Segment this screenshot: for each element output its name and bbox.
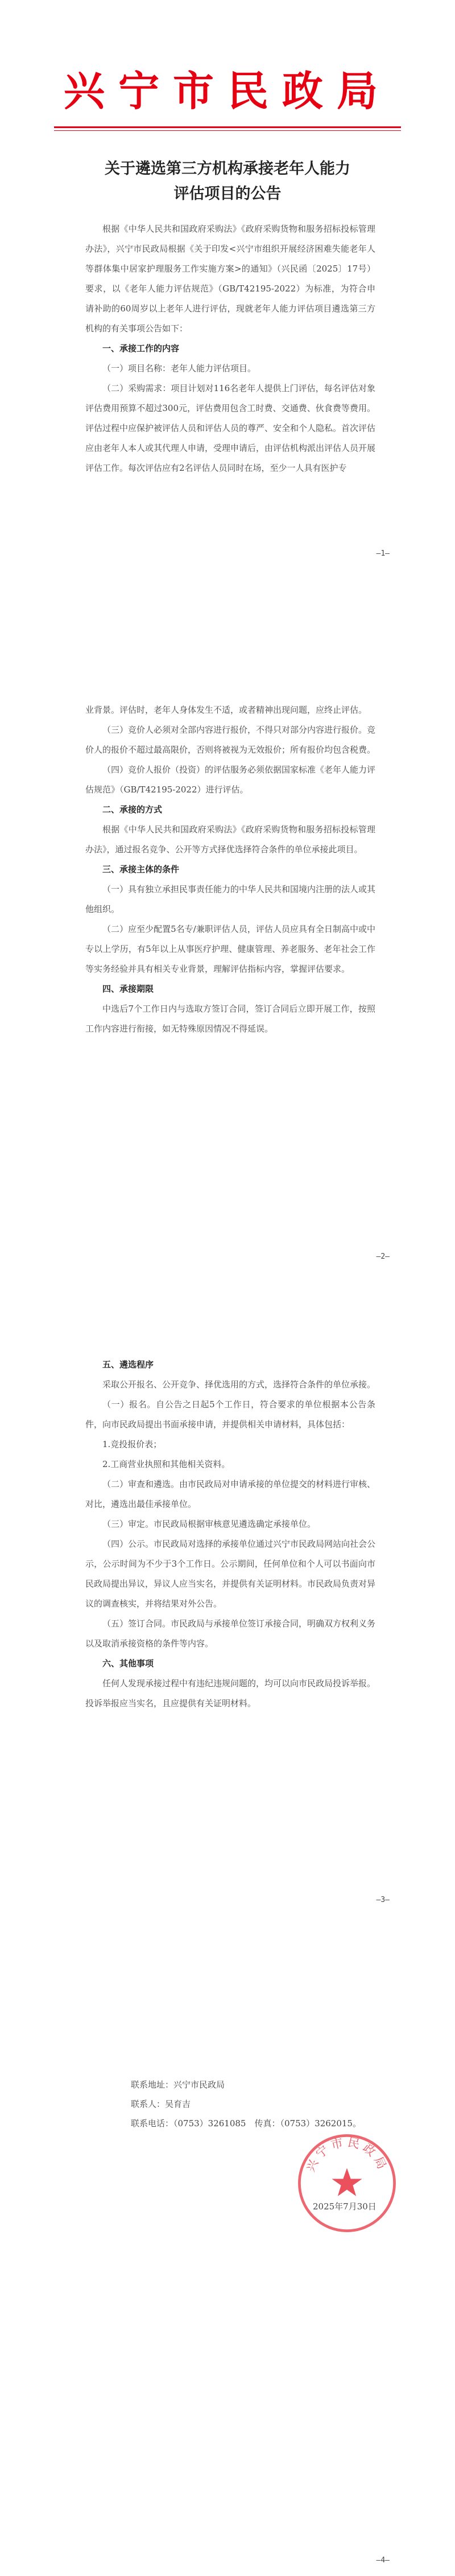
- item-paragraph: （二）审查和遴选。由市民政局对申请承接的单位提交的材料进行审核、对比，遴选出最佳承接单位。: [85, 1479, 376, 1509]
- section-paragraph: 根据《中华人民共和国政府采购法》《政府采购货物和服务招标投标管理办法》，通过报名竞争、公开等方式择优选择符合条件的单位承接此项目。: [85, 824, 375, 854]
- page-number: —4—: [376, 2556, 390, 2565]
- page1-body: [85, 219, 375, 478]
- item-paragraph: （三）竞价人必须对全部内容进行报价，不得只对部分内容进行报价。竞价人的报价不超过最高限价，否则将被视为无效报价；所有报价均包含税费。: [85, 725, 376, 755]
- page2-body: [85, 700, 375, 1039]
- contact-phone: 联系电话：（0753）3261085 传真：（0753）3262015。: [131, 2118, 361, 2129]
- header-red-rule-thin: [54, 130, 401, 131]
- item-paragraph: （一）报名。自公告之日起5个工作日，符合要求的单位根据本公告条件，向市民政局提出书面承接申请，并提供相关申请材料，具体包括：: [85, 1399, 375, 1429]
- item-paragraph: （二）应至少配置5名专/兼职评估人员，评估人员应具有全日制高中或中专以上学历，有5年以上从事医疗护理、健康管理、养老服务、老年社会工作等实务经验并具有相关专业背景，理解评估指标内容，掌握评估要求。: [85, 924, 375, 974]
- red-header-title: 兴宁市民政局: [63, 67, 391, 115]
- item-paragraph: （五）签订合同。市民政局与承接单位签订承接合同，明确双方权利义务以及取消承接资格的条件等内容。: [85, 1618, 376, 1649]
- item-paragraph: （三）审定。市民政局根据审核意见遴选确定承接单位。: [102, 1519, 316, 1529]
- title-line-2: 评估项目的公告: [173, 185, 282, 203]
- page3-body: [85, 1355, 375, 1714]
- contact-block: [131, 2075, 404, 2133]
- contact-address: 联系地址：兴宁市民政局: [131, 2080, 225, 2090]
- document-title: [0, 157, 455, 207]
- document-page-3: [0, 1309, 455, 1913]
- item-paragraph: （二）采购需求：项目计划对116名老年人提供上门评估，每名评估对象评估费用预算不超过300元，评估费用包含工时费、交通费、伙食费等费用。评估过程中应保护被评估人员和评估人员的尊严、安全和个人隐私。首次评估应由老年人本人或其代理人申请，受理申请后，由评估机构派出评估人员开展评估工作。每次评估应有2名评估人员同时在场，至少一人具有医护专: [85, 383, 376, 473]
- contact-person: 联系人：吴育吉: [131, 2099, 191, 2109]
- page-number: —2—: [376, 1252, 390, 1261]
- continued-paragraph: 业背景。评估时，老年人身体发生不适，或者精神出现问题，应终止评估。: [85, 705, 367, 715]
- section-heading-6: 六、其他事项: [102, 1658, 154, 1669]
- section-heading-5: 五、遴选程序: [102, 1359, 154, 1370]
- intro-paragraph: 根据《中华人民共和国政府采购法》《政府采购货物和服务招标投标管理办法》，兴宁市民政局根据《关于印发<兴宁市组织开展经济困难失能老年人等群体集中居家护理服务工作实施方案>的通知》（兴民函〔2025〕17号）要求，以《老年人能力评估规范》（GB/T42195-2022）为标准，为符合申请补助的60周岁以上老年人进行评估，现就老年人能力评估项目遴选第三方机构的有关事项公告如下：: [85, 224, 375, 334]
- item-paragraph: （四）公示。市民政局对选择的承接单位通过兴宁市民政局网站向社会公示，公示时间为不少于3个工作日。公示期间，任何单位和个人可以书面向市民政局提出异议，异议人应当实名，并提供有关证明材料。市民政局负责对异议的调查核实，并将结果对外公告。: [85, 1539, 376, 1609]
- section-paragraph: 采取公开报名、公开竞争、择优选用的方式，选择符合条件的单位承接。: [102, 1379, 376, 1390]
- section-heading-2: 二、承接的方式: [102, 804, 163, 815]
- document-page-4: [0, 1953, 455, 2576]
- document-page-2: [0, 655, 455, 1269]
- official-seal-icon: [293, 2129, 401, 2237]
- document-page-1: [0, 0, 455, 626]
- section-heading-4: 四、承接期限: [102, 984, 154, 994]
- seal-star-icon: [332, 2168, 362, 2196]
- list-item: 1.竞投报价表；: [102, 1439, 162, 1449]
- header-red-rule: [54, 126, 401, 128]
- signature-date: 2025年7月30日: [313, 2201, 377, 2212]
- title-line-1: 关于遴选第三方机构承接老年人能力: [105, 160, 350, 178]
- section-paragraph: 任何人发现承接过程中有违纪违规问题的，均可以向市民政局投诉举报。投诉举报应当实名，且应提供有关证明材料。: [85, 1678, 376, 1708]
- item-paragraph: （一）项目名称：老年人能力评估项目。: [102, 363, 257, 373]
- list-item: 2.工商营业执照和其他相关资料。: [102, 1459, 230, 1469]
- item-paragraph: （四）竞价人报价（投资）的评估服务必须依据国家标准《老年人能力评估规范》（GB/T42195-2022）进行评估。: [85, 765, 376, 795]
- seal-text: 兴宁市民政局: [303, 2135, 391, 2174]
- page-number: —1—: [376, 549, 390, 558]
- item-paragraph: （一）具有独立承担民事责任能力的中华人民共和国境内注册的法人或其他组织。: [85, 884, 376, 914]
- section-heading-1: 一、承接工作的内容: [102, 343, 180, 354]
- section-paragraph: 中选后7个工作日内与选取方签订合同，签订合同后立即开展工作，按照工作内容进行衔接，如无特殊原因情况不得延误。: [85, 1004, 375, 1034]
- page-number: —3—: [376, 1896, 390, 1904]
- section-heading-3: 三、承接主体的条件: [102, 864, 180, 874]
